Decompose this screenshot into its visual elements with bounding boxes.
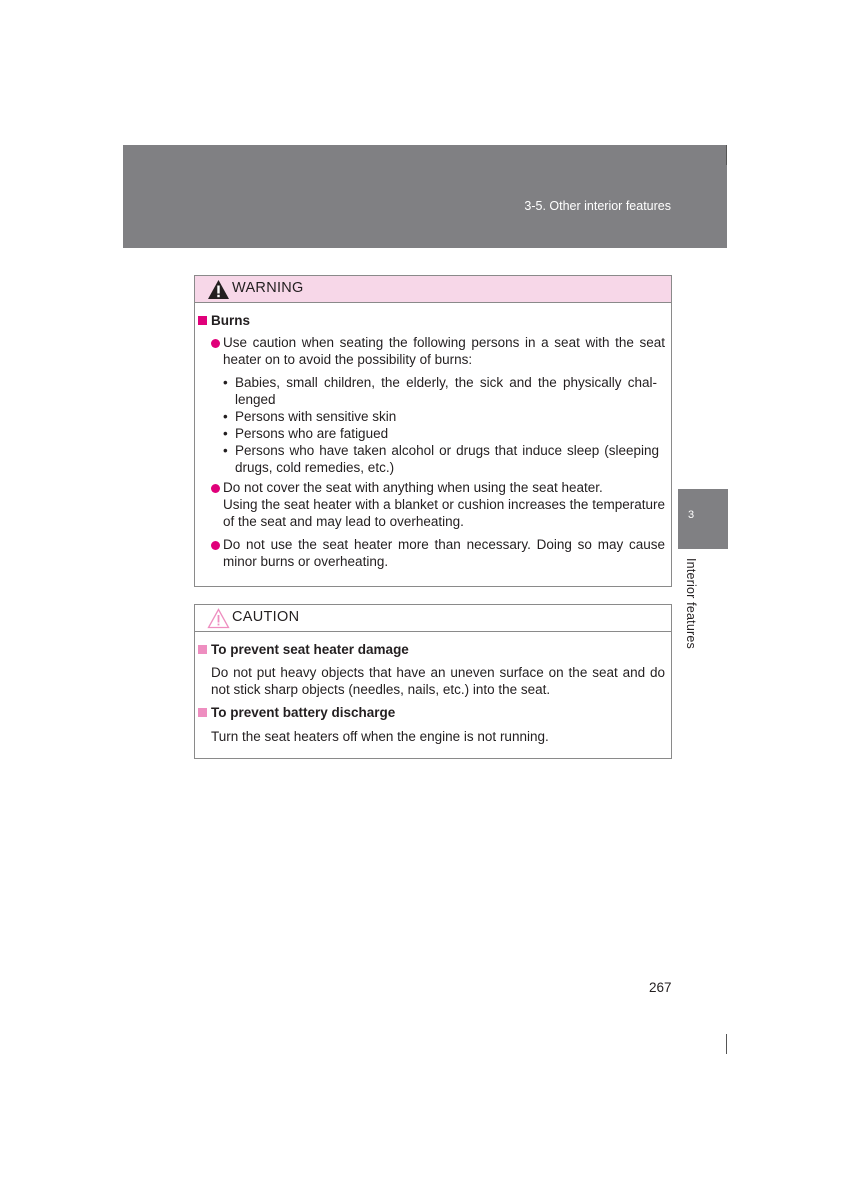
heading-square-icon <box>198 708 207 717</box>
sub-bullet-1-marker: • <box>223 375 228 390</box>
sub-bullet-2-marker: • <box>223 409 228 424</box>
burns-heading-text: Burns <box>211 313 251 328</box>
sub-bullet-3: Persons who are fatigued <box>235 426 389 441</box>
sub-bullet-2: Persons with sensitive skin <box>235 409 397 424</box>
warning-item-3-line-1: Do not use the seat heater more than necessary. Doing so may cause <box>223 537 665 552</box>
warning-item-2-line-3: of the seat and may lead to overheating. <box>223 514 464 529</box>
caution-label: CAUTION <box>232 609 300 625</box>
sub-bullet-1-line-2: lenged <box>235 392 276 407</box>
warning-label: WARNING <box>232 280 304 296</box>
bullet-dot-icon <box>211 541 220 550</box>
caution-text-1-line-1: Do not put heavy objects that have an uneven surface on the seat and do <box>211 665 665 680</box>
sub-bullet-4-line-1: Persons who have taken alcohol or drugs that induce sleep (sleeping <box>235 443 659 458</box>
sub-bullet-4-marker: • <box>223 443 228 458</box>
warning-item-2-line-1: Do not cover the seat with anything when using the seat heater. <box>223 480 603 495</box>
chapter-side-label: Interior features <box>684 558 698 649</box>
sub-bullet-4 <box>235 442 659 476</box>
page-number: 267 <box>649 980 672 995</box>
bottom-crop-mark <box>726 1034 727 1054</box>
warning-item-2-line-2: Using the seat heater with a blanket or cushion increases the temperature <box>223 497 665 512</box>
section-title: 3-5. Other interior features <box>524 199 671 213</box>
header-band <box>123 145 727 248</box>
warning-item-1 <box>223 334 665 368</box>
caution-heading-2-text: To prevent battery discharge <box>211 705 396 720</box>
burns-heading <box>198 313 250 328</box>
warning-item-1-line-2: heater on to avoid the possibility of burns: <box>223 352 473 367</box>
caution-text-1 <box>211 664 665 698</box>
warning-item-3-line-2: minor burns or overheating. <box>223 554 389 569</box>
caution-heading-1 <box>198 642 409 657</box>
caution-box <box>194 604 672 759</box>
caution-text-2: Turn the seat heaters off when the engine is not running. <box>211 729 549 744</box>
header-crop-mark <box>726 145 727 165</box>
chapter-tab <box>678 489 728 549</box>
warning-item-3 <box>223 536 665 570</box>
sub-bullet-3-marker: • <box>223 426 228 441</box>
heading-square-icon <box>198 645 207 654</box>
warning-item-2 <box>223 479 665 530</box>
chapter-number: 3 <box>688 509 695 521</box>
caution-heading-2 <box>198 705 395 720</box>
sub-bullet-4-line-2: drugs, cold remedies, etc.) <box>235 460 395 475</box>
warning-item-1-line-1: Use caution when seating the following persons in a seat with the seat <box>223 335 665 350</box>
warning-header <box>195 276 671 303</box>
caution-header <box>195 605 671 632</box>
caution-text-1-line-2: not stick sharp objects (needles, nails, etc.) into the seat. <box>211 682 551 697</box>
warning-box <box>194 275 672 587</box>
bullet-dot-icon <box>211 339 220 348</box>
caution-heading-1-text: To prevent seat heater damage <box>211 642 409 657</box>
caution-icon <box>207 608 230 629</box>
sub-bullet-1-line-1: Babies, small children, the elderly, the sick and the physically chal- <box>235 375 657 390</box>
warning-icon <box>207 279 230 300</box>
heading-square-icon <box>198 316 207 325</box>
sub-bullet-1 <box>235 374 657 408</box>
bullet-dot-icon <box>211 484 220 493</box>
